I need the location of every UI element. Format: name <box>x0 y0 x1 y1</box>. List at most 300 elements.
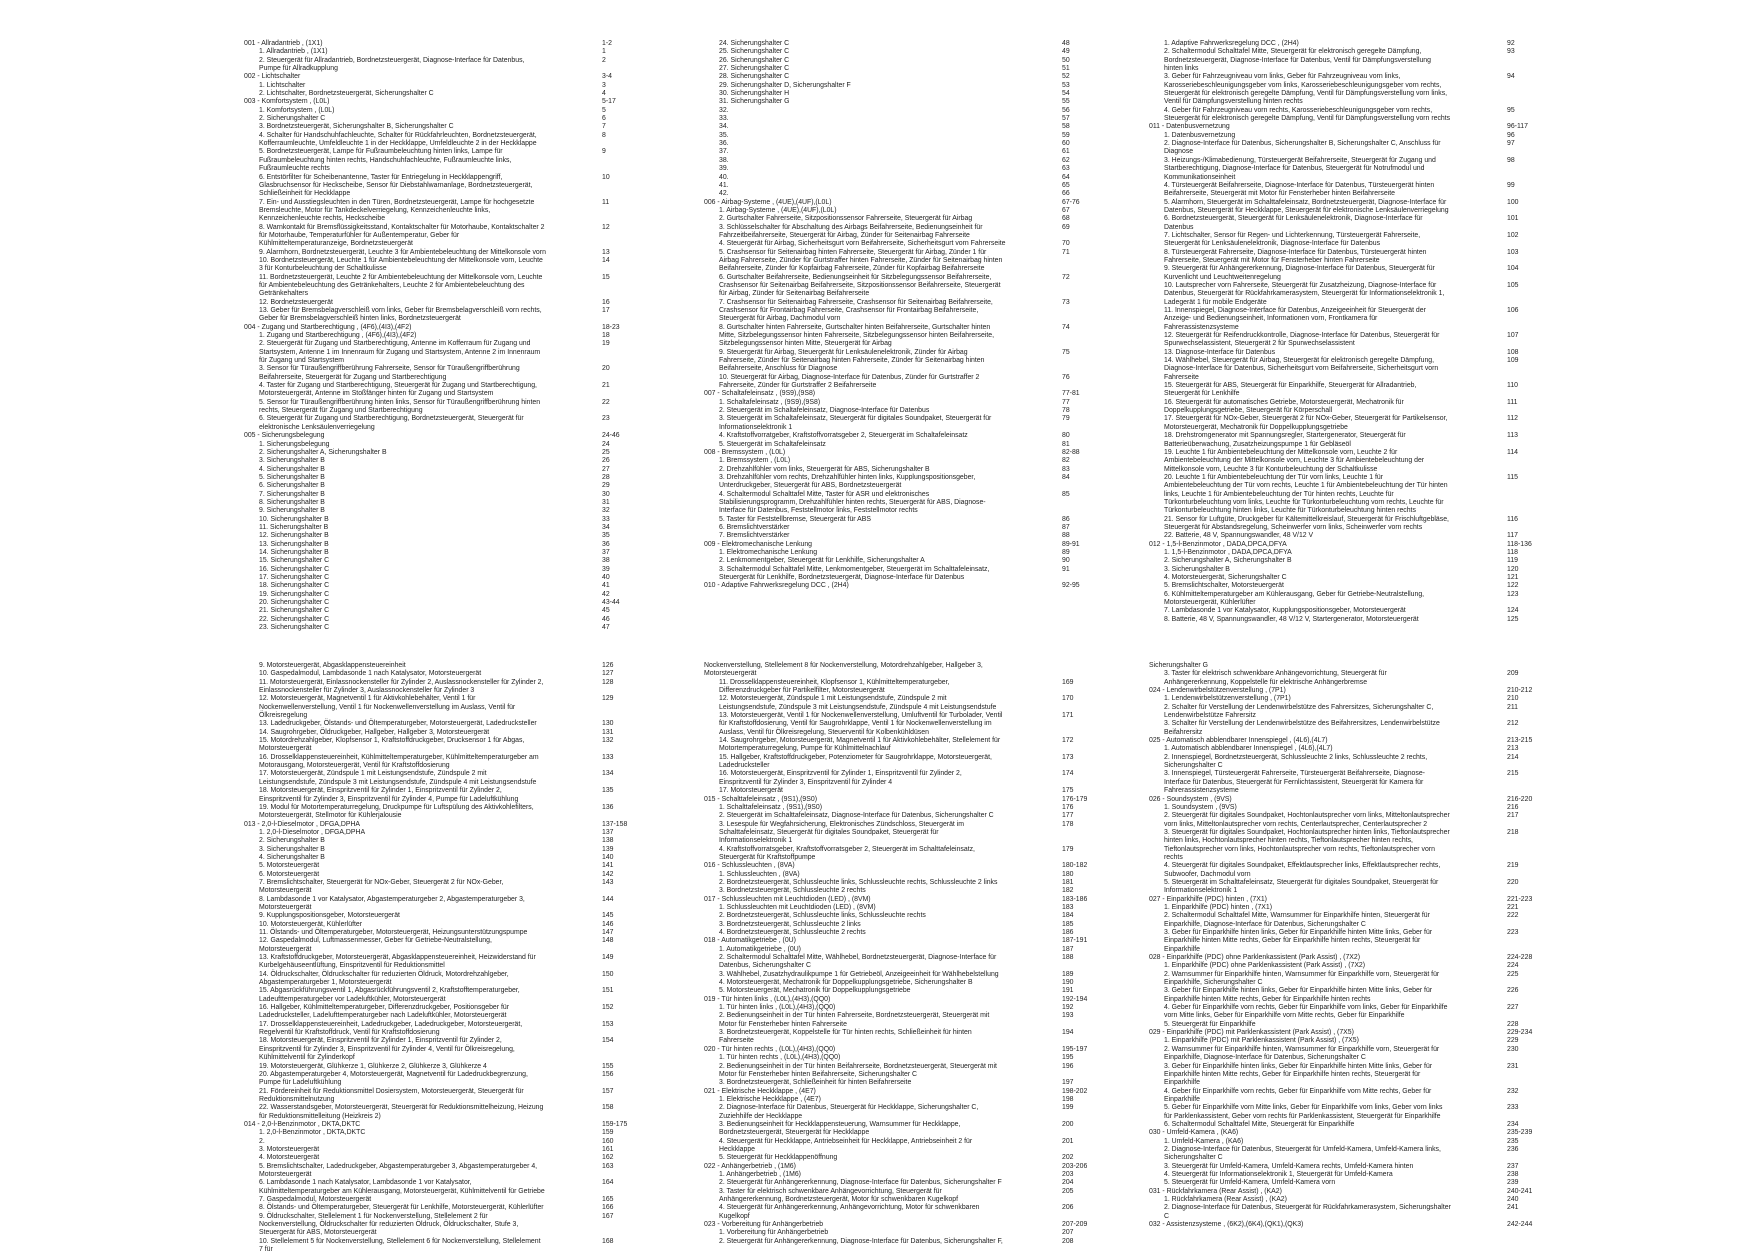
toc-entry-row <box>704 1137 1074 1155</box>
toc-entry-row <box>704 1054 1074 1062</box>
toc-entry-title: 3. Lesespule für Wegfahrsicherung, Elektronisches Zündschloss, Steuergerät im Schalttafeleinsatz, Steuergerät für digitales Soundpaket, Steuergerät für Informationselektronik 1 <box>719 820 964 845</box>
toc-entry-title: 3. Sicherungshalter B <box>1164 565 1230 573</box>
toc-entry-row <box>244 298 610 307</box>
toc-page-number: 235-239 <box>1507 1129 1533 1137</box>
toc-entry-title: 17. Motorsteuergerät <box>719 787 783 795</box>
toc-page-number: 217 <box>1507 812 1519 820</box>
toc-page-number: 176 <box>1062 803 1074 811</box>
toc-entry-title: 1. Automatikgetriebe , (0U) <box>719 945 801 953</box>
toc-entry-title: 7. Sicherungshalter B <box>259 490 325 498</box>
toc-page-number: 64 <box>1062 173 1070 181</box>
toc-entry-title: 1. Zugang und Startberechtigung , (4F6),(4I3),(4F2) <box>259 332 417 340</box>
toc-section-row <box>1149 1221 1533 1229</box>
toc-entry-row <box>244 398 610 416</box>
toc-entry-row <box>704 373 1070 391</box>
toc-page-number: 140 <box>602 853 614 861</box>
toc-page-number: 216-220 <box>1507 795 1533 803</box>
toc-page-number: 204 <box>1062 1179 1074 1187</box>
toc-entry-title: 8. Sicherungshalter B <box>259 498 325 506</box>
toc-entry-row <box>1149 415 1518 432</box>
toc-entry-title: 14. Wählhebel, Steuergerät für Airbag, Steuergerät für elektronisch geregelte Dämpfung, Diagnose-Interface für Datenbus, Sicherheitsgurt vorn Beifahrerseite, Sicherheitsgurt vorn Fahrerseite <box>1164 357 1439 381</box>
toc-entry-row <box>244 498 610 507</box>
toc-entry-row <box>244 574 610 582</box>
toc-entry-title: 1. Lendenwirbelstützenverstellung , (7P1) <box>1164 695 1291 703</box>
toc-page-number: 101 <box>1507 215 1519 223</box>
toc-entry-title: 020 - Tür hinten rechts , (L0L),(4H3),(QQ0) <box>704 1045 836 1053</box>
toc-entry-row <box>244 515 610 524</box>
toc-page-number: 128 <box>602 678 614 686</box>
toc-entry-title: 12. Gaspedalmodul, Luftmassenmesser, Geber für Getriebe-Neutralstellung, Motorsteuergerät <box>259 937 492 953</box>
toc-page-number: 218 <box>1507 828 1519 836</box>
toc-entry-row <box>1149 565 1519 574</box>
toc-entry-row <box>1149 670 1519 687</box>
toc-section-row <box>244 98 616 106</box>
toc-page-number: 134 <box>602 770 614 778</box>
toc-page-number: 31 <box>602 498 610 506</box>
toc-entry-row <box>704 181 1070 190</box>
toc-entry-row <box>244 123 606 131</box>
toc-page-number: 67 <box>1062 206 1070 214</box>
toc-entry-row <box>1149 1045 1519 1063</box>
toc-page-number: 2 <box>602 56 606 64</box>
toc-page-number: 92 <box>1507 40 1515 47</box>
toc-entry-title: 4. Steuergerät für Airbag, Sicherheitsgurt vorn Beifahrerseite, Sicherheitsgurt vorn Fahrerseite <box>719 240 1006 248</box>
toc-page-number: 95 <box>1507 106 1515 114</box>
toc-page-number: 227 <box>1507 1004 1519 1012</box>
toc-entry-title: 6. Schaltermodul Schalttafel Mitte, Steuergerät für Einparkhilfe <box>1164 1120 1355 1128</box>
toc-page-bottom <box>0 620 1754 1254</box>
toc-page-number: 142 <box>602 870 614 878</box>
toc-entry-row <box>704 1120 1074 1138</box>
toc-page-number: 111 <box>1507 398 1518 406</box>
toc-entry-row <box>1149 1179 1519 1187</box>
toc-page-number: 8 <box>602 131 606 139</box>
toc-entry-title: 2. Steuergerät für Zugang und Startberechtigung, Antenne im Kofferraum für Zugang und Startsystem, Antenne 1 im Innenraum für Zugang und Startsystem, Antenne 2 im Innenraum für Zugang und Startsystem <box>259 340 541 365</box>
toc-entry-title: 3. Motorsteuergerät <box>259 1145 320 1153</box>
toc-page-number: 207 <box>1062 1229 1074 1237</box>
toc-page-number: 48 <box>1062 40 1070 47</box>
toc-entry-title: 11. Drosselklappensteuereinheit, Klopfsensor 1, Kühlmitteltemperaturgeber, Differenzdruckgeber für Partikelfilter, Motorsteuergerät <box>719 678 950 695</box>
toc-entry-title: 4. Geber für Fahrzeugniveau vorn rechts, Karosseriebeschleunigungsgeber vorn rechts, Steuergerät für elektronisch geregelte Dämpfung, Ventil für Dämpfungsverstellung vorn rechts <box>1164 106 1451 123</box>
toc-page-number: 89 <box>1062 548 1070 556</box>
toc-entry-row <box>244 770 614 787</box>
toc-entry-row <box>244 173 610 199</box>
toc-entry-title: 12. Motorsteuergerät, Magnetventil 1 für Aktivkohlebehälter, Ventil 1 für Nockenwellenverstellung, Ventil 1 für Nockenwellenverstellung im Auslass, Ventil für Ölkreisregelung <box>259 695 516 720</box>
toc-entry-title: 18. Motorsteuergerät, Einspritzventil für Zylinder 1, Einspritzventil für Zylinder 2, Einspritzventil für Zylinder 3, Einspritzventil für Zylinder 4, Pumpe für Ladeluftkühlung <box>259 787 519 803</box>
toc-page-number: 13 <box>602 248 610 256</box>
toc-entry-row <box>244 1020 614 1038</box>
toc-section-row <box>704 862 1088 870</box>
toc-entry-title: 1. Elektrische Heckklappe , (4E7) <box>719 1095 821 1103</box>
toc-page-number: 195 <box>1062 1054 1074 1062</box>
toc-page-number: 118-136 <box>1507 540 1532 548</box>
toc-entry-title: 5. Bremslichtschalter, Ladedruckgeber, Abgastemperaturgeber 3, Abgastemperaturgeber 4, Motorsteuergerät <box>259 1162 538 1178</box>
toc-entry-row <box>244 912 614 920</box>
toc-entry-row <box>244 256 610 274</box>
toc-entry-title: 3. Bordnetzsteuergerät, Schließeinheit für hinten Beifahrerseite <box>719 1079 912 1087</box>
toc-entry-row <box>704 323 1070 349</box>
toc-entry-title: 4. Kraftstoffvorratsgeber, Kraftstoffvorratsgeber 2, Steuergerät im Schalttafeleinsatz, Steuergerät für Kraftstoffpumpe <box>719 845 975 861</box>
toc-entry-row <box>244 1204 614 1212</box>
toc-entry-title: 3. Geber für Einparkhilfe hinten links, Geber für Einparkhilfe hinten Mitte links, Geber für Einparkhilfe hinten Mitte rechts, Geber für Einparkhilfe hinten rechts, Steuergerät für Einparkhilfe <box>1164 929 1433 953</box>
toc-entry-title: 19. Sicherungshalter C <box>259 590 330 598</box>
toc-entry-row <box>704 1104 1074 1121</box>
toc-entry-title: 11. Innenspiegel, Diagnose-Interface für Datenbus, Anzeigeeinheit für Steuergerät der Anzeige- und Bedienungseinheit, Informationen vorn, Frontkamera für Fahrerassistenzsysteme <box>1164 307 1426 331</box>
toc-entry-row <box>704 223 1070 241</box>
toc-page-number: 69 <box>1062 223 1070 231</box>
toc-page-number: 5 <box>602 106 606 114</box>
toc-entry-title: 8. Warnkontakt für Bremsflüssigkeitsstand, Kontaktschalter für Motorhaube, Kontaktschalter 2 für Motorhaube, Temperaturfühler für Außentemperatur, Geber für Kühlmitteltemperaturanzeige, Bordnetzsteuergerät <box>259 223 545 248</box>
toc-entry-title: 27. Sicherungshalter C <box>719 65 790 73</box>
toc-entry-row <box>1149 1004 1519 1021</box>
toc-entry-title: 017 - Schlussleuchten mit Leuchtdioden (LED) , (8VM) <box>704 895 871 903</box>
toc-entry-row <box>704 156 1070 165</box>
toc-entry-title: 6. Motorsteuergerät <box>259 870 320 878</box>
toc-page-number: 112 <box>1507 415 1518 423</box>
toc-entry-title: 16. Sicherungshalter C <box>259 565 330 573</box>
toc-entry-title: 4. Motorsteuergerät <box>259 1154 320 1162</box>
toc-entry-title: 22. Sicherungshalter C <box>259 615 330 623</box>
toc-entry-row <box>244 737 614 754</box>
toc-entry-row <box>1149 812 1519 829</box>
toc-entry-title: 2. Warnsummer für Einparkhilfe hinten, Warnsummer für Einparkhilfe vorn, Steuergerät für Einparkhilfe, Diagnose-Interface für Datenbus, Sicherungshalter C <box>1164 1045 1440 1062</box>
toc-entry-title: 6. Lambdasonde 1 nach Katalysator, Lambdasonde 1 vor Katalysator, Kühlmitteltemperaturgeber am Kühlerausgang, Motorsteuergerät, Kühlmittelventil für Getriebe <box>259 1179 545 1195</box>
toc-page-number: 192-194 <box>1062 995 1088 1003</box>
toc-entry-row <box>1149 1145 1519 1163</box>
toc-section-row <box>1149 895 1533 904</box>
toc-section-row <box>1149 954 1533 962</box>
toc-entry-title: 3. Steuergerät für Umfeld-Kamera, Umfeld-Kamera rechts, Umfeld-Kamera hinten <box>1164 1162 1414 1170</box>
toc-page-number: 190 <box>1062 979 1074 987</box>
toc-entry-row <box>244 490 610 499</box>
toc-entry-row <box>1149 970 1519 988</box>
toc-page-number: 90 <box>1062 557 1070 565</box>
toc-section-row <box>1149 1029 1533 1037</box>
toc-entry-row <box>244 920 614 929</box>
toc-page-number: 126 <box>602 662 614 669</box>
toc-entry-row <box>244 1070 614 1088</box>
toc-page-number: 124 <box>1507 607 1519 615</box>
toc-page-number: 50 <box>1062 56 1070 64</box>
toc-entry-title: Sicherungshalter G <box>1149 662 1208 669</box>
toc-entry-title: 21. Fördereinheit für Reduktionsmittel Dosiersystem, Motorsteuergerät, Steuergerät für Reduktionsmittelnutzung <box>259 1087 524 1103</box>
toc-page-number: 189 <box>1062 970 1074 978</box>
toc-entry-title: 3. Geber für Fahrzeugniveau vorn links, Geber für Fahrzeugniveau vorn links, Karosseriebeschleunigungsgeber vorn links, Karosseriebeschleunigungsgeber vorn rechts, Steuergerät für elektronisch geregelte Dämpfung, Ventil für Dämpfungsverstellung vorn links, Ventil für Dämpfungsverstellung hinten rechts <box>1164 73 1448 106</box>
toc-entry-title: 1. Einparkhilfe (PDC) ohne Parklenkassistent (Park Assist) , (7X2) <box>1164 962 1366 970</box>
toc-entry-row <box>704 48 1070 56</box>
toc-page-number: 196 <box>1062 1062 1074 1070</box>
toc-page-number: 108 <box>1507 348 1519 356</box>
toc-entry-title: 31. Sicherungshalter G <box>719 98 790 106</box>
toc-page-number: 131 <box>602 728 614 736</box>
toc-page-number: 56 <box>1062 106 1070 114</box>
toc-page-number: 10 <box>602 173 610 181</box>
toc-entry-title: 2. Gurtschalter Fahrerseite, Sitzpositionssensor Fahrerseite, Steuergerät für Airbag <box>719 215 973 223</box>
toc-entry-title: 17. Drosselklappensteuereinheit, Ladedruckgeber, Ladedruckgeber, Motorsteuergerät, Regelventil für Kraftstoffdruck, Ventil für Kraftstoffdosierung <box>259 1020 523 1037</box>
toc-page-number: 4 <box>602 90 606 98</box>
toc-entry-title: 027 - Einparkhilfe (PDC) hinten , (7X1) <box>1149 895 1267 903</box>
toc-entry-row <box>704 398 1070 407</box>
toc-entry-title: 019 - Tür hinten links , (L0L),(4H3),(QQ0) <box>704 995 831 1003</box>
toc-entry-title: 1. Datenbusvernetzung <box>1164 131 1236 139</box>
toc-entry-row <box>244 845 614 854</box>
toc-page-number: 229-234 <box>1507 1029 1533 1037</box>
toc-entry-title: 2. Steuergerät für Allradantrieb, Bordnetzsteuergerät, Diagnose-Interface für Datenbus, Pumpe für Allradkupplung <box>259 56 525 73</box>
toc-entry-title: 1. Rückfahrkamera (Rear Assist) , (KA2) <box>1164 1196 1287 1203</box>
toc-entry-title: 1. Sicherungsbelegung <box>259 440 330 448</box>
toc-page-number: 158 <box>602 1104 614 1112</box>
toc-entry-row <box>244 1179 614 1196</box>
toc-page-number: 78 <box>1062 407 1070 415</box>
toc-page-number: 179 <box>1062 845 1074 853</box>
toc-entry-row <box>704 548 1070 557</box>
toc-page-number: 12 <box>602 223 610 231</box>
toc-page-number: 61 <box>1062 148 1070 156</box>
toc-entry-row <box>1149 281 1519 307</box>
toc-entry-row <box>244 753 614 771</box>
toc-page-number: 1-2 <box>602 40 612 47</box>
toc-page-number: 55 <box>1062 98 1070 106</box>
toc-entry-title: 13. Diagnose-Interface für Datenbus <box>1164 348 1276 356</box>
toc-section-row <box>704 995 1088 1004</box>
toc-page-number: 195-197 <box>1062 1045 1088 1053</box>
toc-page-number: 32 <box>602 507 610 515</box>
toc-page-number: 215 <box>1507 770 1519 778</box>
toc-entry-row <box>244 382 610 399</box>
toc-page-number: 143 <box>602 878 614 886</box>
toc-entry-row <box>1149 1137 1519 1146</box>
toc-entry-title: 5. Motorsteuergerät <box>259 862 320 870</box>
toc-entry-title: 20. Abgastemperaturgeber 4, Motorsteuergerät, Magnetventil für Ladedruckbegrenzung, Pumpe für Ladeluftkühlung <box>259 1070 528 1087</box>
toc-entry-row <box>704 1237 1074 1246</box>
toc-page-number: 172 <box>1062 737 1074 745</box>
toc-entry-row <box>244 57 606 74</box>
toc-section-row <box>704 937 1088 945</box>
toc-entry-row <box>704 1012 1074 1029</box>
toc-entry-row <box>244 457 610 465</box>
toc-entry-title: 8. Gurtschalter hinten Fahrerseite, Gurtschalter hinten Beifahrerseite, Gurtschalter hinten Mitte, Sitzbelegungssensor hinten Fahrerseite, Sitzbelegungssensor hinten Beifahrerseite, Sitzbelegungssensor hinten Mitte, Steuergerät für Airbag <box>719 323 995 348</box>
toc-entry-row <box>1149 398 1518 416</box>
toc-page-number: 239 <box>1507 1179 1519 1187</box>
toc-page-number: 187-191 <box>1062 937 1088 945</box>
toc-page-number: 164 <box>602 1179 614 1187</box>
toc-page-number: 35 <box>602 532 610 540</box>
toc-entry-row <box>704 490 1070 516</box>
toc-entry-title: 4. Steuergerät für Informationselektronik 1, Steuergerät für Umfeld-Kamera <box>1164 1170 1393 1178</box>
toc-entry-title: 15. Sicherungshalter C <box>259 557 330 565</box>
toc-entry-title: 7. Lichtschalter, Sensor für Regen- und Lichterkennung, Türsteuergerät Fahrerseite, Steuergerät für Lenksäulenelektronik, Diagnose-Interface für Datenbus <box>1164 231 1421 248</box>
toc-entry-row <box>1149 962 1519 970</box>
toc-page-number: 99 <box>1507 181 1515 189</box>
toc-entry-title: 2. Diagnose-Interface für Datenbus, Steuergerät für Umfeld-Kamera, Umfeld-Kamera links, Sicherungshalter C <box>1164 1145 1441 1162</box>
toc-entry-title: 1. Umfeld-Kamera , (KA6) <box>1164 1137 1244 1145</box>
toc-entry-title: 17. Motorsteuergerät, Zündspule 1 mit Leistungsendstufe, Zündspule 2 mit Leistungsendstufe, Zündspule 3 mit Leistungsendstufe, Zündspule 4 mit Leistungsendstufe <box>259 770 537 786</box>
toc-page-number: 82 <box>1062 457 1070 465</box>
toc-page-number: 132 <box>602 737 614 745</box>
toc-page-number: 24 <box>602 440 610 448</box>
toc-page-number: 149 <box>602 954 614 962</box>
toc-page-number: 7 <box>602 123 606 131</box>
toc-page-number: 173 <box>1062 753 1074 761</box>
toc-entry-title: 4. Steuergerät für digitales Soundpaket, Effektlautsprecher links, Effektlautsprecher rechts, Subwoofer, Dachmodul vorn <box>1164 862 1441 878</box>
toc-entry-title: 28. Sicherungshalter C <box>719 73 790 81</box>
toc-entry-title: 012 - 1,5-l-Benzinmotor , DADA,DPCA,DFYA <box>1149 540 1287 548</box>
toc-page-number: 203 <box>1062 1170 1074 1178</box>
toc-entry-row <box>1149 1037 1519 1045</box>
toc-page-number: 176-179 <box>1062 795 1088 803</box>
toc-entry-row <box>704 878 1074 887</box>
toc-entry-title: 5. Steuergerät im Schalttafeleinsatz, Steuergerät für digitales Soundpaket, Steuergerät für Informationselektronik 1 <box>1164 878 1439 895</box>
toc-page-number: 182 <box>1062 887 1074 895</box>
toc-entry-title: 3. Bordnetzsteuergerät, Koppelstelle für Tür hinten rechts, Schließeinheit für hinten Fahrerseite <box>719 1029 972 1045</box>
toc-page-number: 93 <box>1507 48 1515 56</box>
toc-entry-row <box>1149 73 1515 106</box>
toc-entry-title: 30. Sicherungshalter H <box>719 90 790 98</box>
toc-entry-row <box>1149 607 1519 615</box>
toc-entry-row <box>704 473 1070 491</box>
toc-entry-row <box>704 820 1074 846</box>
toc-entry-row <box>244 332 610 340</box>
toc-page-number: 177 <box>1062 812 1074 820</box>
toc-page-number: 20 <box>602 365 610 373</box>
toc-page-number: 36 <box>602 540 610 548</box>
toc-page-number: 103 <box>1507 248 1519 256</box>
toc-entry-title: 1. Lichtschalter <box>259 81 306 89</box>
toc-entry-title: 19. Modul für Motortemperaturregelung, Druckpumpe für Luftspülung des Aktivkohlefilters, Motorsteuergerät, Stellmotor für Kühlerjalousie <box>259 803 534 820</box>
toc-entry-row <box>704 1062 1074 1080</box>
toc-entry-row <box>1149 548 1518 557</box>
toc-entry-title: 16. Motorsteuergerät, Einspritzventil für Zylinder 1, Einspritzventil für Zylinder 2, Einspritzventil für Zylinder 3, Einspritzventil für Zylinder 4 <box>719 770 962 786</box>
toc-entry-title: 7. Lambdasonde 1 vor Katalysator, Kupplungspositionsgeber, Motorsteuergerät <box>1164 607 1406 615</box>
toc-entry-row <box>704 165 1070 173</box>
toc-entry-title: 021 - Elektrische Heckklappe , (4E7) <box>704 1087 816 1095</box>
toc-entry-title: 3. Heizungs-/Klimabedienung, Türsteuergerät Beifahrerseite, Steuergerät für Zugang und Startberechtigung, Diagnose-Interface für Datenbus, Steuergerät für Notrufmodul und Kommunikationseinheit <box>1164 156 1436 181</box>
toc-entry-title: 3. Schaltermodul Schalttafel Mitte, Lenkmomentgeber, Steuergerät im Schalttafeleinsatz, Steuergerät für Lenkhilfe, Bordnetzsteuergerät, Diagnose-Interface für Datenbus <box>719 565 990 581</box>
toc-entry-title: 25. Sicherungshalter C <box>719 48 790 56</box>
toc-entry-title: 6. Entstörfilter für Scheibenantenne, Taster für Entriegelung in Heckklappengriff, Glasbruchsensor für Heckscheibe, Sensor für Diebstahlwarnanlage, Bordnetzsteuergerät, Schließeinheit für Heckklappe <box>259 173 533 198</box>
toc-page-number: 5-17 <box>602 98 616 106</box>
toc-entry-title: 2. Bedienungseinheit in der Tür hinten Beifahrerseite, Bordnetzsteuergerät, Steuergerät mit Motor für Fensterheber hinten Beifahrerseite, Sicherungshalter C <box>719 1062 997 1078</box>
toc-entry-row <box>1149 448 1518 474</box>
toc-entry-title: 5. Crashsensor für Seitenairbag hinten Fahrerseite, Steuergerät für Airbag, Zünder 1 für Airbag Fahrerseite, Zünder für Gurtstraffer hinten Fahrerseite, Zünder für Seitenairbag hinten Beifahrerseite, Zünder für Kopfairbag Fahrerseite, Zünder für Kopfairbag Beifahrerseite <box>719 248 1003 273</box>
toc-entry-title: 11. Sicherungshalter B <box>259 523 329 531</box>
toc-page-number: 96 <box>1507 131 1515 139</box>
toc-entry-row <box>1149 231 1519 249</box>
toc-entry-title: 10. Bordnetzsteuergerät, Leuchte 1 für Ambientebeleuchtung der Mittelkonsole vorn, Leuchte 3 für Konturbeleuchtung der Schaltkulisse <box>259 256 543 273</box>
toc-entry-title: 37. <box>719 148 729 156</box>
toc-page-number: 160 <box>602 1137 614 1145</box>
toc-page-number: 137 <box>602 828 614 836</box>
toc-entry-row <box>704 920 1074 929</box>
toc-page-number: 40 <box>602 574 610 581</box>
toc-page-number: 213 <box>1507 745 1519 753</box>
toc-entry-row <box>244 828 614 837</box>
toc-entry-title: 3. Steuergerät für digitales Soundpaket, Hochtonlautsprecher hinten links, Tieftonlautsprecher hinten links, Hochtonlautsprecher hinten rechts, Tieftonlautsprecher hinten rechts, Tieftonlautsprecher vorn links, Hochtonlautsprecher vorn rechts, Tieftonlautsprecher vorn rechts <box>1164 828 1450 861</box>
toc-entry-title: 10. Sicherungshalter B <box>259 515 329 523</box>
toc-page-number: 152 <box>602 1004 614 1012</box>
toc-entry-title: 14. Saugrohrgeber, Öldruckgeber, Hallgeber, Hallgeber 3, Motorsteuergerät <box>259 728 490 736</box>
toc-page-number: 154 <box>602 1037 614 1045</box>
toc-entry-title: 1. 1,5-l-Benzinmotor , DADA,DPCA,DFYA <box>1164 548 1292 556</box>
toc-page-number: 74 <box>1062 323 1070 331</box>
toc-page-number: 54 <box>1062 90 1070 98</box>
toc-entry-row <box>244 90 606 98</box>
toc-entry-row <box>244 532 610 540</box>
toc-page-number: 46 <box>602 615 610 623</box>
toc-entry-row <box>704 987 1074 995</box>
toc-page-number: 65 <box>1062 181 1070 189</box>
toc-entry-title: 001 - Allradantrieb , (1X1) <box>244 40 323 47</box>
toc-page-number: 27 <box>602 465 610 473</box>
toc-page-number: 136 <box>602 803 614 811</box>
toc-page-number: 104 <box>1507 265 1519 273</box>
toc-section-row <box>1149 662 1511 670</box>
toc-entry-row <box>244 787 614 804</box>
toc-page-number: 144 <box>602 895 614 903</box>
toc-entry-title: 3. Geber für Einparkhilfe hinten links, Geber für Einparkhilfe hinten Mitte links, Geber für Einparkhilfe hinten Mitte rechts, Geber für Einparkhilfe hinten rechts <box>1164 987 1433 1003</box>
toc-page-number: 234 <box>1507 1120 1519 1128</box>
toc-page-number: 98 <box>1507 156 1515 164</box>
toc-entry-row <box>244 1129 614 1137</box>
toc-entry-title: 028 - Einparkhilfe (PDC) ohne Parklenkassistent (Park Assist) , (7X2) <box>1149 954 1361 962</box>
toc-entry-title: 6. Steuergerät für Zugang und Startberechtigung, Bordnetzsteuergerät, Steuergerät für elektronische Lenksäulenverriegelung <box>259 415 524 431</box>
toc-entry-title: 3. Innenspiegel, Türsteuergerät Fahrerseite, Türsteuergerät Beifahrerseite, Diagnose-Interface für Datenbus, Steuergerät für Fernlichtassistent, Steuergerät für Kamera für Fahrerassistenzsysteme <box>1164 770 1425 795</box>
toc-page-number: 161 <box>602 1145 614 1153</box>
toc-entry-title: 3. Steuergerät im Schaltafeleinsatz, Steuergerät für digitales Soundpaket, Steuergerät für Informationselektronik 1 <box>719 415 992 431</box>
toc-entry-row <box>704 440 1070 449</box>
toc-page-number: 67-76 <box>1062 198 1080 206</box>
toc-entry-title: 3. Sensor für Türaußengriffberührung Fahrerseite, Sensor für Türaußengriffberührung Beifahrerseite, Steuergerät für Zugang und Startberechtigung <box>259 365 520 381</box>
toc-entry-title: 2. Diagnose-Interface für Datenbus, Steuergerät für Rückfahrkamerasystem, Sicherungshalter C <box>1164 1204 1451 1220</box>
toc-page-number: 211 <box>1507 703 1518 711</box>
toc-entry-row <box>704 115 1070 123</box>
toc-page-number: 25 <box>602 448 610 456</box>
toc-page-number: 84 <box>1062 473 1070 481</box>
toc-section-row <box>1149 540 1532 549</box>
toc-page-number: 51 <box>1062 65 1070 73</box>
toc-page-number: 102 <box>1507 231 1519 239</box>
toc-entry-title: 21. Sicherungshalter C <box>259 607 330 615</box>
toc-page-number: 188 <box>1062 954 1074 962</box>
toc-section-row <box>1149 1129 1533 1137</box>
toc-entry-title: 029 - Einparkhilfe (PDC) mit Parklenkassistent (Park Assist) , (7X5) <box>1149 1029 1354 1037</box>
toc-entry-title: 1. Schalttafeleinsatz , (9S1),(9S0) <box>719 803 823 811</box>
toc-entry-row <box>1149 140 1515 157</box>
toc-entry-title: 5. Steuergerät für Einparkhilfe <box>1164 1020 1256 1028</box>
toc-entry-title: 7. Gaspedalmodul, Motorsteuergerät <box>259 1196 372 1203</box>
toc-entry-row <box>704 929 1074 937</box>
toc-page-number: 210 <box>1507 695 1519 703</box>
toc-entry-title: 14. Sicherungshalter B <box>259 548 329 556</box>
toc-entry-title: 1. 2,0-l-Benzinmotor , DKTA,DKTC <box>259 1129 366 1137</box>
toc-entry-row <box>1149 382 1518 399</box>
toc-entry-title: 22. Wasserstandsgeber, Motorsteuergerät, Steuergerät für Reduktionsmittelheizung, Heizung für Reduktionsmittelleitung (Heizkreis 2) <box>259 1104 544 1120</box>
toc-entry-row <box>244 1162 614 1180</box>
toc-entry-title: 2. Drehzahlfühler vorn links, Steuergerät für ABS, Sicherungshalter B <box>719 465 930 473</box>
toc-page-number: 214 <box>1507 753 1519 761</box>
toc-entry-row <box>244 548 610 557</box>
toc-entry-row <box>244 878 614 896</box>
toc-entry-title: 3. Wählhebel, Zusatzhydraulikpumpe 1 für Getriebeöl, Anzeigeeinheit für Wählhebelstellung <box>719 970 999 978</box>
toc-page-number: 133 <box>602 753 614 761</box>
toc-entry-title: 21. Sensor für Luftgüte, Druckgeber für Kältemittelkreislauf, Steuergerät für Frischluftgebläse, Steuergerät für Abstandsregelung, Scheinwerfer vorn links, Scheinwerfer vorn rechts <box>1164 515 1449 531</box>
toc-page-number: 109 <box>1507 357 1519 365</box>
toc-entry-row <box>704 737 1074 754</box>
toc-entry-title: 3. Taster für elektrisch schwenkbare Anhängevorrichtung, Steuergerät für Anhängererkennung, Koppelstelle für elektrische Anhängerbremse <box>1164 670 1387 686</box>
toc-entry-title: 32. <box>719 106 729 114</box>
toc-entry-row <box>704 90 1070 98</box>
toc-entry-row <box>704 1179 1074 1187</box>
